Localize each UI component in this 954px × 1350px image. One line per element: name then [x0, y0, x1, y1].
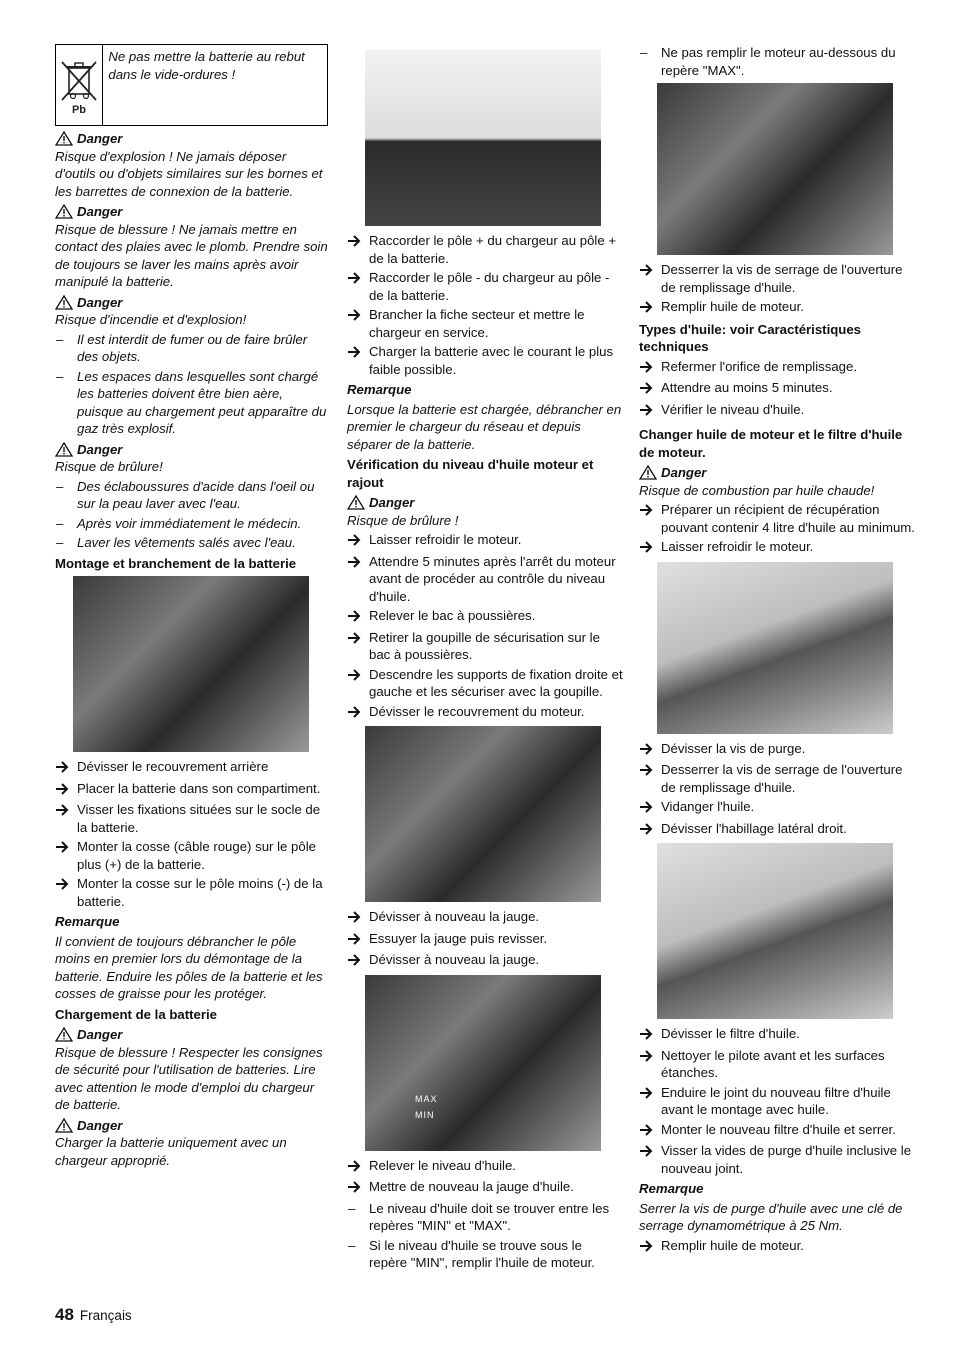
- step-item: Essuyer la jauge puis revisser.: [347, 930, 623, 950]
- warning-triangle-icon: [639, 465, 657, 480]
- remarque-heading: Remarque: [55, 914, 120, 929]
- step-item: Mettre de nouveau la jauge d'huile.: [347, 1178, 623, 1198]
- arrow-right-icon: [639, 382, 653, 394]
- list-item: – Ne pas remplir le moteur au-dessous du repère "MAX".: [640, 45, 896, 78]
- danger-heading: Danger: [55, 130, 328, 148]
- battery-charger-photo: [365, 50, 601, 226]
- step-item: Visser la vides de purge d'huile inclusive le nouveau joint.: [639, 1142, 915, 1177]
- arrow-right-icon: [347, 669, 361, 681]
- remarque-text: Lorsque la batterie est chargée, débrancher en premier le chargeur du réseau et depuis séparer de la batterie.: [347, 401, 622, 452]
- step-item: Brancher la fiche secteur et mettre le chargeur en service.: [347, 306, 623, 341]
- step-item: Visser les fixations situées sur le socle de la batterie.: [55, 801, 328, 836]
- section-heading: Vérification du niveau d'huile moteur et rajout: [347, 457, 594, 490]
- list-item: – Il est interdit de fumer ou de faire brûler des objets.: [56, 331, 308, 364]
- list-item: – Après voir immédiatement le médecin.: [56, 515, 302, 531]
- max-label: MAX: [415, 1093, 438, 1104]
- crossed-bin-icon: [56, 45, 103, 125]
- arrow-right-icon: [55, 804, 69, 816]
- step-item: Charger la batterie avec le courant le plus faible possible.: [347, 343, 623, 378]
- warning-triangle-icon: [55, 1027, 73, 1042]
- remarque-heading: Remarque: [639, 1181, 704, 1196]
- arrow-right-icon: [347, 911, 361, 923]
- step-item: Remplir huile de moteur.: [639, 298, 915, 318]
- column-2: [347, 50, 623, 1274]
- step-item: Relever le niveau d'huile.: [347, 1157, 623, 1177]
- min-label: MIN: [415, 1109, 435, 1120]
- danger-text: Risque de blessure ! Ne jamais mettre en contact des plaies avec le plomb. Prendre soin de toujours se laver les mains après avoir manipulé la batterie.: [55, 221, 328, 289]
- danger-heading: Danger: [55, 1117, 328, 1135]
- step-item: Monter la cosse sur le pôle moins (-) de la batterie.: [55, 875, 328, 910]
- oil-filter-photo: [657, 843, 893, 1019]
- danger-heading: Danger: [55, 441, 328, 459]
- arrow-right-icon: [639, 301, 653, 313]
- arrow-right-icon: [639, 764, 653, 776]
- warning-triangle-icon: [55, 204, 73, 219]
- pb-label: Pb: [72, 104, 87, 116]
- danger-text: Risque de brûlure !: [347, 512, 459, 528]
- danger-text: Risque d'incendie et d'explosion!: [55, 312, 247, 327]
- arrow-right-icon: [347, 632, 361, 644]
- arrow-right-icon: [639, 264, 653, 276]
- arrow-right-icon: [347, 235, 361, 247]
- step-item: Laisser refroidir le moteur.: [639, 538, 915, 558]
- step-item: Relever le bac à poussières.: [347, 607, 623, 627]
- list-item: – Laver les vêtements salés avec l'eau.: [56, 535, 296, 550]
- danger-text: Risque de combustion par huile chaude!: [639, 482, 875, 498]
- step-item: Attendre 5 minutes après l'arrêt du moteur avant de procéder au contrôle du niveau d'huile.: [347, 553, 623, 606]
- step-item: Préparer un récipient de récupération pouvant contenir 4 litre d'huile au minimum.: [639, 501, 915, 536]
- danger-heading: Danger: [55, 294, 328, 312]
- step-item: Vérifier le niveau d'huile.: [639, 401, 915, 421]
- list-item: – Les espaces dans lesquelles sont chargé les batteries doivent être bien aère, puisque au chargement peut apparaître du gaz très explosif.: [56, 368, 327, 436]
- arrow-right-icon: [347, 309, 361, 321]
- step-item: Dévisser à nouveau la jauge.: [347, 951, 623, 971]
- step-item: Descendre les supports de fixation droite et gauche et les sécuriser avec la goupille.: [347, 666, 623, 701]
- arrow-right-icon: [639, 504, 653, 516]
- step-item: Desserrer la vis de serrage de l'ouverture de remplissage d'huile.: [639, 261, 915, 296]
- arrow-right-icon: [639, 1050, 653, 1062]
- step-item: Dévisser le filtre d'huile.: [639, 1025, 915, 1045]
- step-item: Retirer la goupille de sécurisation sur le bac à poussières.: [347, 629, 623, 664]
- step-item: Vidanger l'huile.: [639, 798, 915, 818]
- step-item: Monter le nouveau filtre d'huile et serrer.: [639, 1121, 915, 1141]
- arrow-right-icon: [639, 1028, 653, 1040]
- step-item: Monter la cosse (câble rouge) sur le pôle plus (+) de la batterie.: [55, 838, 328, 873]
- arrow-right-icon: [639, 801, 653, 813]
- step-item: Dévisser le recouvrement du moteur.: [347, 703, 623, 723]
- danger-heading: Danger: [55, 1026, 328, 1044]
- section-heading: Chargement de la batterie: [55, 1006, 217, 1022]
- arrow-right-icon: [55, 841, 69, 853]
- list-item: – Si le niveau d'huile se trouve sous le repère "MIN", remplir l'huile de moteur.: [348, 1237, 595, 1270]
- step-item: Laisser refroidir le moteur.: [347, 531, 623, 551]
- arrow-right-icon: [347, 1181, 361, 1193]
- arrow-right-icon: [55, 761, 69, 773]
- danger-heading: Danger: [347, 494, 623, 512]
- arrow-right-icon: [639, 743, 653, 755]
- arrow-right-icon: [347, 933, 361, 945]
- danger-heading: Danger: [639, 464, 915, 482]
- disposal-text: Ne pas mettre la batterie au rebut dans le vide-ordures !: [108, 49, 305, 82]
- arrow-right-icon: [55, 878, 69, 890]
- arrow-right-icon: [347, 272, 361, 284]
- section-heading: Changer huile de moteur et le filtre d'huile de moteur.: [639, 427, 903, 460]
- step-item: Raccorder le pôle - du chargeur au pôle - de la batterie.: [347, 269, 623, 304]
- column-1: [55, 44, 328, 1171]
- step-item: Dévisser l'habillage latéral droit.: [639, 820, 915, 840]
- list-item: – Le niveau d'huile doit se trouver entre les repères "MIN" et "MAX".: [348, 1200, 610, 1233]
- drain-plug-photo: [657, 562, 893, 734]
- page-footer: [55, 1306, 132, 1325]
- dipstick-photo: [365, 975, 601, 1151]
- arrow-right-icon: [347, 534, 361, 546]
- step-item: Dévisser à nouveau la jauge.: [347, 908, 623, 928]
- arrow-right-icon: [639, 1087, 653, 1099]
- engine-cover-photo: [365, 726, 601, 902]
- warning-triangle-icon: [55, 131, 73, 146]
- step-item: Placer la batterie dans son compartiment.: [55, 780, 328, 800]
- warning-triangle-icon: [347, 495, 365, 510]
- warning-triangle-icon: [55, 295, 73, 310]
- step-item: Dévisser la vis de purge.: [639, 740, 915, 760]
- page-number: 48: [55, 1305, 74, 1324]
- arrow-right-icon: [347, 706, 361, 718]
- arrow-right-icon: [347, 346, 361, 358]
- step-item: Desserrer la vis de serrage de l'ouverture de remplissage d'huile.: [639, 761, 915, 796]
- step-item: Dévisser le recouvrement arrière: [55, 758, 328, 778]
- arrow-right-icon: [639, 1145, 653, 1157]
- disposal-table: [55, 44, 328, 126]
- arrow-right-icon: [347, 556, 361, 568]
- arrow-right-icon: [639, 361, 653, 373]
- remarque-text: Il convient de toujours débrancher le pôle moins en premier lors du démontage de la batterie. Enduire les pôles de la batterie et les cosses de graisse pour les protéger.: [55, 933, 323, 1001]
- arrow-right-icon: [347, 610, 361, 622]
- danger-heading: Danger: [55, 203, 328, 221]
- arrow-right-icon: [639, 823, 653, 835]
- battery-compartment-photo: [73, 576, 309, 752]
- section-heading: Types d'huile: voir Caractéristiques techniques: [639, 321, 862, 354]
- arrow-right-icon: [639, 1240, 653, 1252]
- list-item: – Des éclaboussures d'acide dans l'oeil ou sur la peau laver avec l'eau.: [56, 478, 315, 511]
- arrow-right-icon: [639, 541, 653, 553]
- step-item: Refermer l'orifice de remplissage.: [639, 358, 915, 378]
- remarque-text: Serrer la vis de purge d'huile avec une clé de serrage dynamométrique à 25 Nm.: [639, 1200, 903, 1233]
- section-heading: Montage et branchement de la batterie: [55, 555, 297, 571]
- step-item: Attendre au moins 5 minutes.: [639, 379, 915, 399]
- step-item: Enduire le joint du nouveau filtre d'huile avant le montage avec huile.: [639, 1084, 915, 1119]
- arrow-right-icon: [347, 954, 361, 966]
- engine-fill-photo: [657, 83, 893, 255]
- column-3: [639, 44, 915, 1258]
- arrow-right-icon: [347, 1160, 361, 1172]
- danger-text: Risque de brûlure!: [55, 459, 163, 474]
- danger-text: Risque d'explosion ! Ne jamais déposer d'outils ou d'objets similaires sur les bornes et les barrettes de connexion de la batterie.: [55, 148, 323, 199]
- arrow-right-icon: [55, 783, 69, 795]
- arrow-right-icon: [639, 1124, 653, 1136]
- step-item: Raccorder le pôle + du chargeur au pôle + de la batterie.: [347, 232, 623, 267]
- step-item: Nettoyer le pilote avant et les surfaces étanches.: [639, 1047, 915, 1082]
- remarque-heading: Remarque: [347, 382, 412, 397]
- warning-triangle-icon: [55, 442, 73, 457]
- danger-text: Charger la batterie uniquement avec un chargeur approprié.: [55, 1135, 287, 1168]
- warning-triangle-icon: [55, 1118, 73, 1133]
- arrow-right-icon: [639, 404, 653, 416]
- language-label: Français: [79, 1308, 132, 1323]
- danger-text: Risque de blessure ! Respecter les consignes de sécurité pour l'utilisation de batteries. Lire avec attention le mode d'emploi du chargeur de batterie.: [55, 1044, 323, 1112]
- step-item: Remplir huile de moteur.: [639, 1237, 915, 1257]
